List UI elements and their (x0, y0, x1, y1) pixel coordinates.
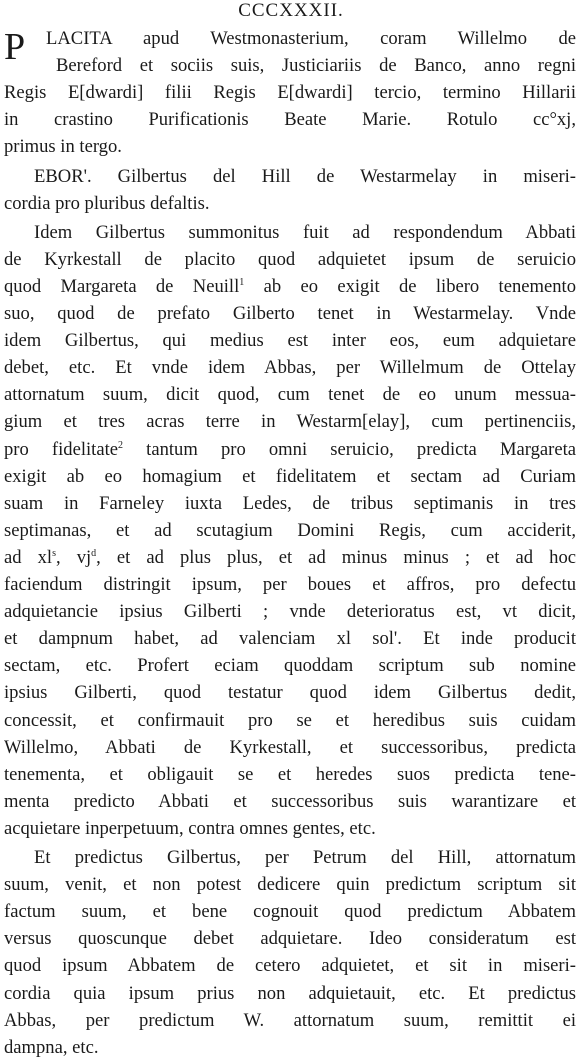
text-span: menta predicto Abbati et successoribus suis warantizare et (4, 790, 576, 812)
text-span: in crastino Purificationis Beate Marie. Rotulo cc°xj, (4, 109, 576, 131)
text-span: ab eo exigit de libero tenemento (244, 275, 577, 297)
text-span: idem Gilbertus, qui medius est inter eos, eum adquietare (4, 330, 576, 352)
text-line (4, 327, 576, 354)
text-line (4, 246, 576, 273)
text-line (4, 354, 576, 381)
text-line (4, 544, 576, 571)
text-span: faciendum distringit ipsum, per boues et affros, pro defectu (4, 574, 576, 595)
text-span: Bereford et sociis suis, Justiciariis de Banco, anno regni (56, 55, 576, 77)
drop-cap: P (4, 26, 26, 68)
text-line (4, 1007, 576, 1034)
text-span: gium et tres acras terre in Westarm[elay], cum pertinenciis, (4, 411, 576, 433)
text-line (4, 952, 576, 979)
text-span: LACITA apud Westmonasterium, coram Willelmo de (46, 28, 576, 49)
text-span: de Kyrkestall de placito quod adquietet ipsum de seruicio (4, 248, 576, 270)
text-line (4, 679, 576, 706)
footnote-mark: 1 (239, 276, 245, 288)
text-span: cordia pro pluribus defaltis. (4, 192, 210, 214)
text-span: primus in tergo. (4, 136, 122, 158)
text-span: tantum pro omni seruicio, predicta Margareta (123, 438, 576, 460)
text-span: Regis E[dwardi] filii Regis E[dwardi] tercio, termino Hillarii (4, 82, 576, 104)
text-span: Et predictus Gilbertus, per Petrum del Hill, attornatum (34, 847, 576, 868)
text-span: dampna, etc. (4, 1036, 99, 1058)
text-span: et dampnum habet, ad valenciam xl sol'. Et inde producit (4, 628, 576, 650)
text-line (4, 79, 576, 106)
text-line (4, 436, 576, 463)
text-line (4, 734, 576, 761)
text-line (4, 517, 576, 544)
text-line (4, 598, 576, 625)
text-span: tenementa, et obligauit se et heredes suos predicta tene- (4, 763, 576, 785)
text-span: debet, etc. Et vnde idem Abbas, per Willelmum de Ottelay (4, 357, 576, 379)
text-line (4, 980, 576, 1007)
text-line (4, 871, 576, 898)
footnote-mark: 2 (118, 439, 124, 451)
text-span: suam in Farneley iuxta Ledes, de tribus septimanis in tres (4, 492, 576, 514)
text-line (4, 300, 576, 327)
text-span: concessit, et confirmauit pro se et heredibus suis cuidam (4, 709, 576, 731)
text-span: Willelmo, Abbati de Kyrkestall, et successoribus, predicta (4, 736, 576, 758)
text-line (4, 52, 576, 79)
text-line (4, 625, 576, 652)
text-span: , et ad plus plus, et ad minus minus ; et ad hoc (96, 546, 576, 568)
text-span: suo, quod de prefato Gilberto tenet in Westarmelay. Vnde (4, 303, 576, 324)
text-span: adquietancie ipsius Gilberti ; vnde deterioratus est, vt dicit, (4, 601, 576, 623)
text-line (4, 463, 576, 490)
text-line (4, 815, 576, 842)
text-line (4, 190, 576, 217)
text-line (4, 788, 576, 815)
text-line (4, 25, 576, 52)
footnote-mark: s (52, 547, 56, 559)
text-span: EBOR'. Gilbertus del Hill de Westarmelay in miseri- (34, 165, 576, 187)
text-span: Idem Gilbertus summonitus fuit ad respondendum Abbati (34, 221, 576, 243)
text-line (4, 571, 576, 598)
text-span: quod ipsum Abbatem de cetero adquietet, et sit in miseri- (4, 955, 576, 977)
text-line (4, 707, 576, 734)
text-line (4, 1034, 576, 1061)
text-line (4, 273, 576, 300)
footnote-mark: d (91, 547, 97, 559)
text-line (4, 408, 576, 435)
text-line (4, 133, 576, 160)
page-heading: CCCXXXII. (238, 0, 344, 21)
text-line (4, 381, 576, 408)
text-span: pro fidelitate (4, 438, 119, 460)
text-span: septimanas, et ad scutagium Domini Regis, cum acciderit, (4, 519, 576, 541)
text-line (4, 925, 576, 952)
text-span: factum suum, et bene cognouit quod predictum Abbatem (4, 901, 576, 923)
text-span: ipsius Gilberti, quod testatur quod idem Gilbertus dedit, (4, 682, 576, 704)
text-span: , vj (55, 546, 92, 568)
text-line (4, 163, 576, 190)
text-span: quod Margareta de Neuill (4, 275, 240, 297)
text-line (4, 106, 576, 133)
text-span: cordia quia ipsum prius non adquietauit, etc. Et predictus (4, 982, 576, 1004)
text-span: ad xl (4, 546, 53, 568)
text-line (4, 898, 576, 925)
text-line (4, 219, 576, 246)
text-line (4, 490, 576, 517)
text-span: exigit ab eo homagium et fidelitatem et sectam ad Curiam (4, 465, 576, 487)
text-span: sectam, etc. Profert eciam quoddam scriptum sub nomine (4, 655, 576, 677)
text-line (4, 652, 576, 679)
text-line (4, 761, 576, 788)
text-span: Abbas, per predictum W. attornatum suum, remittit ei (4, 1009, 576, 1031)
text-span: versus quoscunque debet adquietare. Ideo consideratum est (4, 928, 576, 950)
text-span: suum, venit, et non potest dedicere quin predictum scriptum sit (4, 874, 576, 896)
text-span: acquietare inperpetuum, contra omnes gentes, etc. (4, 817, 376, 839)
text-span: attornatum suum, dicit quod, cum tenet de eo unum messua- (4, 384, 576, 406)
text-line (4, 844, 576, 871)
